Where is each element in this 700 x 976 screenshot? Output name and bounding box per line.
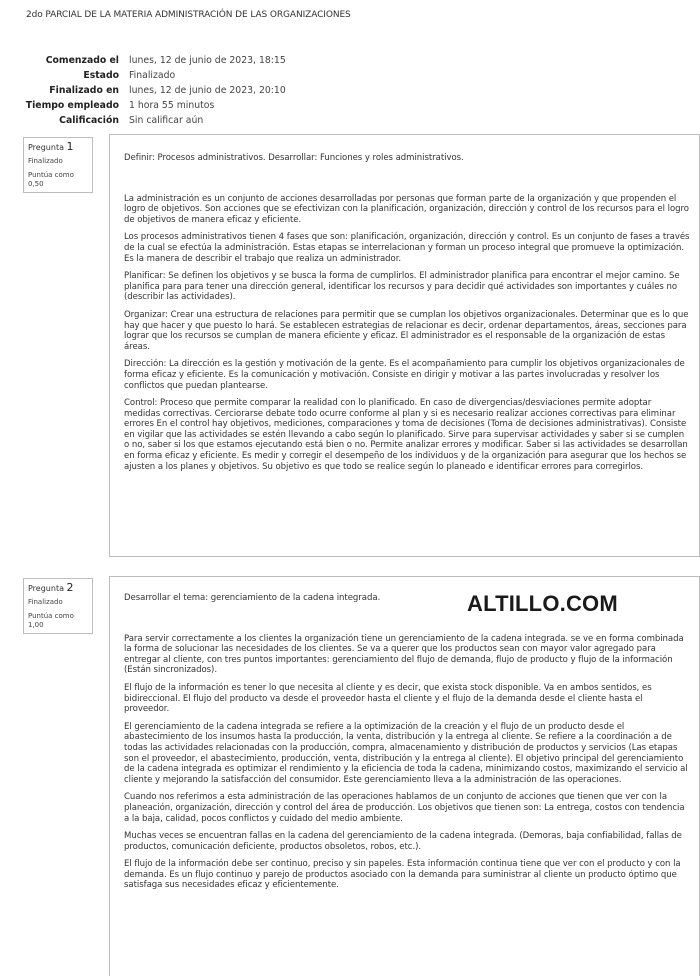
question-1-content (109, 134, 700, 557)
question-number-value: 2 (66, 581, 74, 594)
question-2-content (109, 576, 700, 976)
question-grade-value: 1,00 (28, 620, 44, 629)
page-title: 2do PARCIAL DE LA MATERIA ADMINISTRACIÓN DE LAS ORGANIZACIONES (26, 10, 351, 20)
summary-value: lunes, 12 de junio de 2023, 18:15 (129, 55, 286, 66)
answer-paragraph: Organizar: Crear una estructura de relaciones para permitir que se cumplan los objetivos organizacionales. Determinar que es lo que hay que hacer y que puesto lo hará. Se establecen estrategias de relacionar es decir, ordenar departamentos, áreas, secciones para lograr que los recursos se cumplan de manera eficiente y eficaz. El administrador es el responsable de la organización de estas áreas. (124, 309, 689, 352)
question-grade (28, 612, 88, 629)
question-number (28, 582, 88, 595)
answer-paragraph: Para servir correctamente a los clientes la organización tiene un gerenciamiento de la cadena integrada. se ve en forma combinada la forma de solucionar las necesidades de los clientes. Se va a querer que los productos sean con mayor valor agregado para entregar al cliente, con tres puntos importantes: gerenciamiento del flujo de demanda, flujo de producto y flujo de la información (Están sincronizados). (124, 633, 684, 676)
answer-paragraph: Los procesos administrativos tienen 4 fases que son: planificación, organización, dirección y control. Es un conjunto de fases a través de la cual se efectúa la administración. Estas etapas se interrelacionan y forman un proceso integral que promueve la optimización. Es la manera de describir el trabajo que realiza un administrador. (124, 232, 690, 264)
question-grade-value: 0,50 (28, 179, 44, 188)
question-number (28, 141, 88, 154)
answer-paragraph: Control: Proceso que permite comparar la realidad con lo planificado. En caso de divergencias/desviaciones permite adoptar medidas correctivas. Cerciorarse debate todo ocurre conforme al plan y si es necesario realizar acciones correctivas para eliminar errores En el control hay objetivos, mediciones, comparaciones y toma de decisiones (Toma de decisiones administrativas). Consiste en vigilar que las actividades se estén llevando a cabo según lo planificado. Sirve para supervisar actividades y saber si se cumplen o no, saber si los que estamos ejecutando está bien o no. Permite analizar errores y modificar. Saber si las actividades se desarrollan en forma eficaz y eficiente. Es medir y corregir el desempeño de los individuos y de la organización para asegurar que los hechos se ajusten a los planes y objetivos. Su objetivo es que todo se realice según lo planeado e identificar errores para corregirlos. (124, 398, 688, 472)
question-grade-label: Puntúa como (28, 612, 74, 620)
question-number-value: 1 (66, 140, 74, 153)
question-prompt: Definir: Procesos administrativos. Desarrollar: Funciones y roles administrativos. (124, 153, 464, 163)
summary-label: Comenzado el (45, 55, 119, 66)
attempt-summary (0, 53, 700, 128)
answer-paragraph: Planificar: Se definen los objetivos y se busca la forma de cumplirlos. El administrador planifica para encontrar el mejor camino. Se planifica para para tener una dirección general, identificar los recursos y para decidir qué actividades son importantes y cuáles no (describir las actividades). (124, 271, 680, 303)
summary-value: Sin calificar aún (129, 115, 204, 126)
summary-row-finished (0, 83, 700, 98)
answer-paragraph: La administración es un conjunto de acciones desarrolladas por personas que forman parte de la organización y que propenden el logro de objetivos. Son acciones que se efectivizan con la planificación, organización, dirección y control de los recursos para el logro de objetivos de manera eficaz y eficiente. (124, 193, 689, 225)
question-label: Pregunta (28, 584, 64, 593)
question-grade (28, 171, 88, 188)
answer-paragraph: Dirección: La dirección es la gestión y motivación de la gente. Es el acompañamiento para cumplir los objetivos organizacionales de forma eficaz y eficiente. Es la comunicación y motivación. Consiste en dirigir y motivar a las partes involucradas y resolver los conflictos que puedan plantearse. (124, 359, 685, 391)
watermark-logo: ALTILLO.COM (467, 591, 618, 616)
summary-value: lunes, 12 de junio de 2023, 20:10 (129, 85, 286, 96)
question-prompt: Desarrollar el tema: gerenciamiento de la cadena integrada. (124, 593, 381, 603)
answer-paragraph: Cuando nos referimos a esta administración de las operaciones hablamos de un conjunto de acciones que tienen que ver con la planeación, organización, dirección y control del área de producción. Los objetivos que tienen son: La entrega, costos con tendencia a la baja, calidad, pocos conflictos y cuidado del medio ambiente. (124, 792, 685, 824)
summary-label: Finalizado en (49, 85, 119, 96)
answer-paragraph: El flujo de la información debe ser continuo, preciso y sin papeles. Esta información continua tiene que ver con el producto y con la demanda. Es un flujo continuo y parejo de productos asociado con la demanda para suministrar al cliente un producto óptimo que satisfaga sus necesidades eficaz y eficientemente. (124, 859, 681, 891)
question-label: Pregunta (28, 143, 64, 152)
summary-value: Finalizado (129, 70, 176, 81)
question-state: Finalizado (28, 598, 63, 606)
summary-row-grade (0, 113, 700, 128)
summary-label: Calificación (59, 115, 119, 126)
summary-row-time-taken (0, 98, 700, 113)
question-1-info (23, 137, 93, 193)
answer-paragraph: El flujo de la información es tener lo que necesita al cliente y es decir, que exista stock disponible. Va en ambos sentidos, es bidireccional. El flujo del producto va desde el proveedor hasta el cliente y el flujo de la demanda desde el cliente hasta el proveedor. (124, 682, 652, 715)
question-grade-label: Puntúa como (28, 171, 74, 179)
summary-label: Tiempo empleado (25, 100, 119, 111)
question-2-info (23, 578, 93, 634)
answer-paragraph: El gerenciamiento de la cadena integrada se refiere a la optimización de la creación y el flujo de un producto desde el abastecimiento de los insumos hasta la producción, la venta, distribución y la entrega al cliente. Se refiere a la coordinación a de todas las actividades relacionadas con la producción, compra, almacenamiento y distribución de productos y servicios (Las etapas son el proveedor, el abastecimiento, producción, venta, distribución y la entrega al cliente). El objetivo principal del gerenciamiento de la cadena integrada es optimizar el rendimiento y la eficiencia de toda la cadena, minimizando costos, maximizando el servicio al cliente y mejorando la satisfacción del consumidor. Este gerenciamiento lleva a la administración de las operaciones. (124, 721, 688, 785)
summary-value: 1 hora 55 minutos (129, 100, 215, 111)
question-state: Finalizado (28, 157, 63, 165)
summary-row-state (0, 68, 700, 83)
answer-paragraph: Muchas veces se encuentran fallas en la cadena del gerenciamiento de la cadena integrada. (Demoras, baja confiabilidad, fallas de productos, comunicación deficiente, productos obsoletos, robos, etc.). (124, 831, 682, 852)
summary-label: Estado (83, 70, 119, 81)
summary-row-started (0, 53, 700, 68)
